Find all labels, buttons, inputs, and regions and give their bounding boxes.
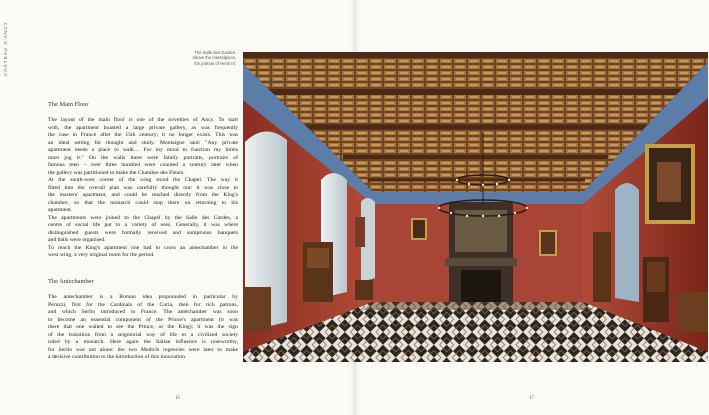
- page-number-right: 17: [529, 396, 534, 401]
- text-line: fitted into the overall plan was carefully thought out: it was close to: [48, 184, 238, 191]
- caption-line: the portrait of Henri IV.: [194, 60, 236, 66]
- text-line: The antechamber is a Roman idea propounded in particular by: [48, 294, 238, 300]
- text-line: the case in France after the 15th century; it no longer exists. This was: [48, 132, 238, 138]
- text-line: a decisive contribution to the introduction of this innovation.: [48, 354, 187, 360]
- main-floor-text: [48, 117, 238, 260]
- text-line: must jog it." On the walls there were family portraits, portraits of: [48, 154, 238, 161]
- text-line: centre of social life put to a variety of uses. Generally, it was where: [48, 222, 238, 228]
- photo-caption: [170, 50, 236, 66]
- text-line: west wing, a very original room for the period.: [48, 252, 155, 258]
- text-line: and balls were organised.: [48, 237, 106, 243]
- text-line: there that one waited to see the Prince, or the King); it was the sign: [48, 324, 238, 330]
- text-line: At the south-west corner of the wing stood the Chapel. The way it: [48, 177, 238, 183]
- text-line: the gallery was partitioned to make the Chambre des Fleurs.: [48, 169, 185, 176]
- text-line: apartment.: [48, 207, 73, 213]
- text-line: with, the apartment boasted a large private gallery, as was frequently: [48, 124, 238, 131]
- text-line: an ideal setting for thought and study. Montaigne said: "Any private: [48, 139, 238, 146]
- text-line: for Serlio was not alone: the two Medicis regencies were later to make: [48, 346, 238, 353]
- section-heading-main-floor: The Main Floor: [48, 101, 89, 108]
- text-line: ruled by a monarch. Here again the Italian influence is noteworthy,: [48, 339, 238, 345]
- text-line: distinguished guests were formally received and sumptuous banquets: [48, 229, 238, 236]
- hall-illustration: [243, 52, 708, 362]
- text-line: of the transition from a seigniorial way of life to a civilized society: [48, 331, 238, 338]
- antechamber-text: [48, 294, 238, 362]
- caption-line: The Salle des Gardes.: [194, 50, 236, 55]
- page-number-left: 16: [175, 396, 180, 401]
- text-line: chamber, so that the monarch could stop there on returning to his: [48, 199, 238, 206]
- text-line: The apartments were joined to the Chapel by the Salle des Gardes, a: [48, 214, 238, 221]
- section-heading-antechamber: The Antechamber: [48, 278, 94, 285]
- text-line: famous men – over three hundred were counted a century later when: [48, 162, 238, 168]
- text-line: and which Serlio introduced in France. The antechamber was soon: [48, 309, 238, 315]
- text-line: Peruzzi, first for the Cardinals of the Curia, then for rich patrons,: [48, 301, 238, 308]
- text-line: apartment needs a place to walk… For my mind to function my limbs: [48, 147, 238, 153]
- running-head: CHÂTEAU D'ANCY: [3, 21, 8, 76]
- salle-des-gardes-photo: [243, 52, 708, 362]
- text-line: to become an essential component of the Prince's apartment (it was: [48, 316, 238, 323]
- text-line: To reach the King's apartment one had to cross an antechamber in the: [48, 244, 238, 251]
- caption-line: Above the mantelpiece,: [192, 55, 236, 61]
- text-line: the masters' apartment, and could be reached directly from the King's: [48, 192, 238, 198]
- text-line: The layout of the main floor is one of the novelties of Ancy. To start: [48, 117, 238, 123]
